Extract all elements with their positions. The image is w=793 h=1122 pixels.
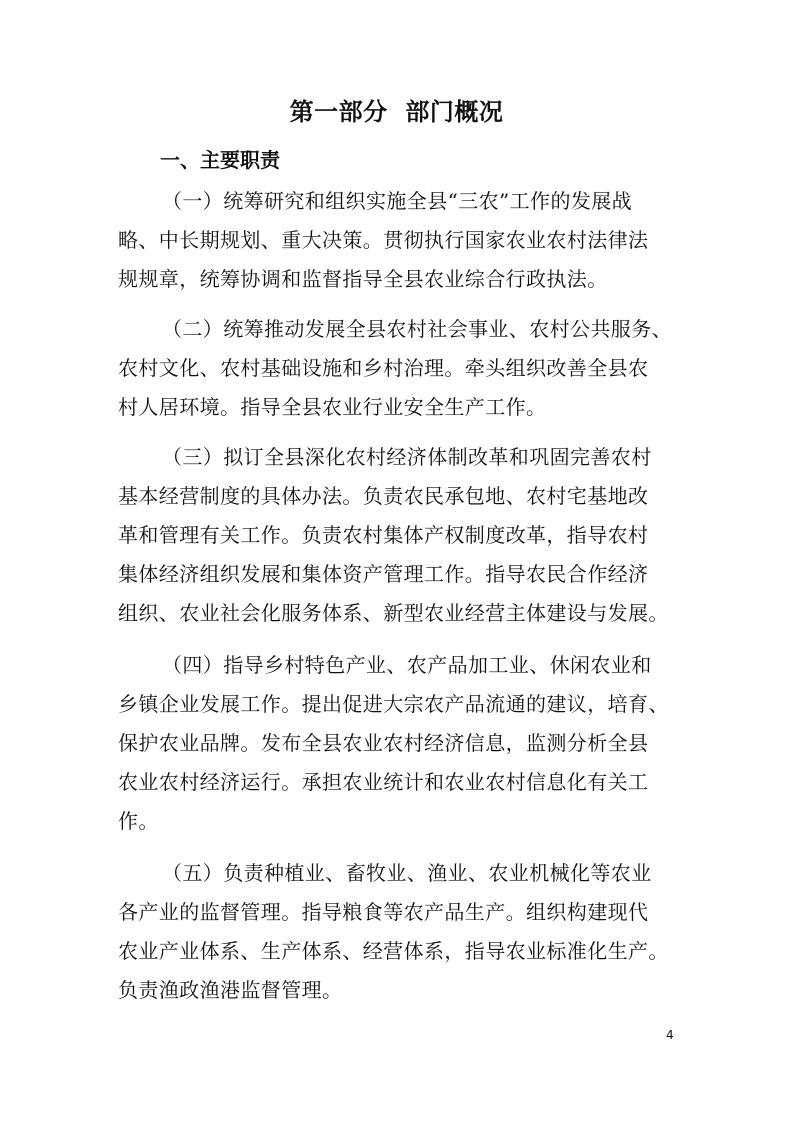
paragraph-line: （二）统筹推动发展全县农村社会事业、农村公共服务、	[162, 317, 672, 341]
section-heading: 一、主要职责	[160, 148, 280, 172]
duty-paragraph-4	[118, 646, 678, 841]
duty-paragraph-5	[118, 854, 678, 1010]
paragraph-line: （五）负责种植业、畜牧业、渔业、农业机械化等农业	[162, 861, 652, 885]
paragraph-line: 村人居环境。指导全县农业行业安全生产工作。	[118, 395, 547, 419]
paragraph-line: 保护农业品牌。发布全县农业农村经济信息，监测分析全县	[118, 731, 649, 755]
page-title: 第一部分 部门概况	[289, 98, 504, 126]
paragraph-line: 农业农村经济运行。承担农业统计和农业农村信息化有关工	[118, 770, 649, 794]
page-number: 4	[666, 1028, 674, 1042]
duty-paragraph-2	[118, 310, 678, 427]
paragraph-line: 农业产业体系、生产体系、经营体系，指导农业标准化生产。	[118, 939, 669, 963]
paragraph-line: 农村文化、农村基础设施和乡村治理。牵头组织改善全县农	[118, 356, 649, 380]
paragraph-line: 组织、农业社会化服务体系、新型农业经营主体建设与发展。	[118, 601, 669, 625]
paragraph-line: 革和管理有关工作。负责农村集体产权制度改革，指导农村	[118, 523, 649, 547]
paragraph-line: （一）统筹研究和组织实施全县“三农”工作的发展战	[162, 189, 633, 213]
paragraph-line: 乡镇企业发展工作。提出促进大宗农产品流通的建议，培育、	[118, 692, 669, 716]
paragraph-line: 负责渔政渔港监督管理。	[118, 978, 343, 1002]
paragraph-line: 略、中长期规划、重大决策。贯彻执行国家农业农村法律法	[118, 228, 649, 252]
paragraph-line: （四）指导乡村特色产业、农产品加工业、休闲农业和	[162, 653, 652, 677]
paragraph-line: 规规章，统筹协调和监督指导全县农业综合行政执法。	[118, 267, 608, 291]
paragraph-line: （三）拟订全县深化农村经济体制改革和巩固完善农村	[162, 445, 652, 469]
paragraph-line: 集体经济组织发展和集体资产管理工作。指导农民合作经济	[118, 562, 649, 586]
duty-paragraph-1	[118, 182, 678, 299]
paragraph-line: 基本经营制度的具体办法。负责农民承包地、农村宅基地改	[118, 484, 649, 508]
paragraph-line: 各产业的监督管理。指导粮食等农产品生产。组织构建现代	[118, 900, 649, 924]
duty-paragraph-3	[118, 438, 678, 633]
paragraph-line: 作。	[118, 809, 159, 833]
